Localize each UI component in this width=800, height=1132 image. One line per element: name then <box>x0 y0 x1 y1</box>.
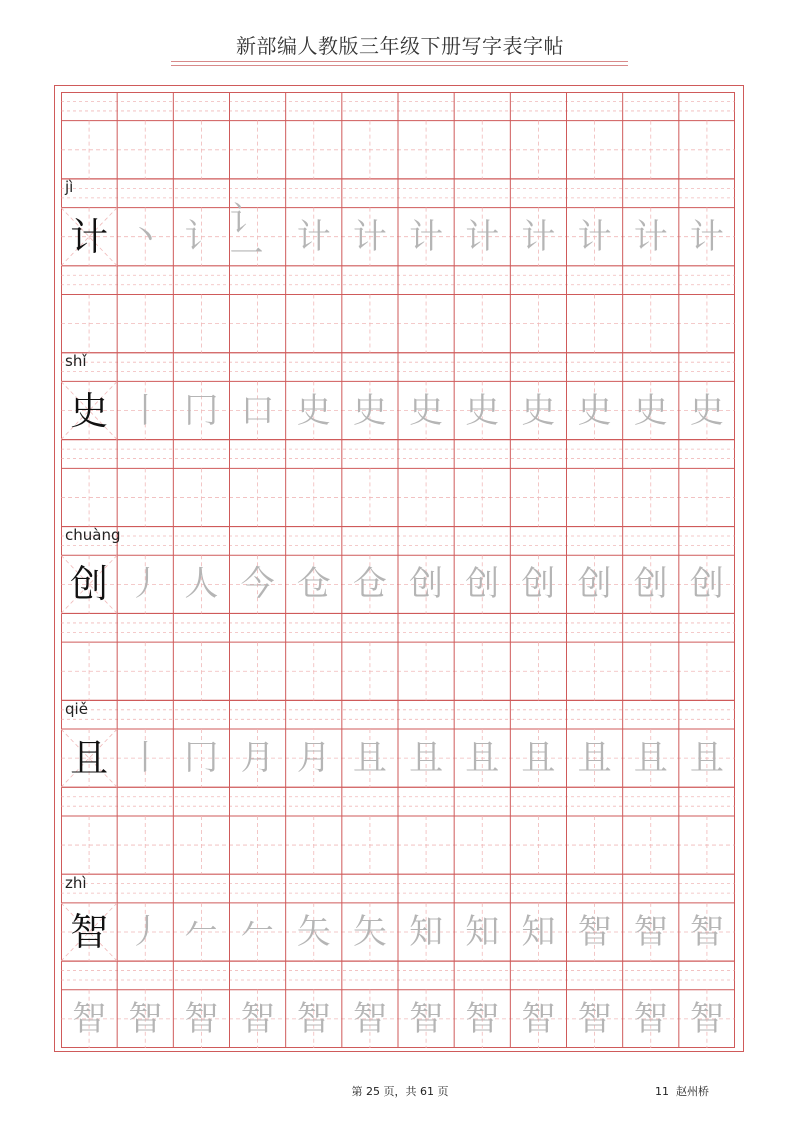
stroke-order-character: 人 <box>184 564 219 605</box>
stroke-order-character: 丶 <box>128 216 163 257</box>
stroke-order-character: 史 <box>296 390 331 431</box>
model-character: 创 <box>70 562 109 607</box>
stroke-order-character: 矢 <box>296 911 331 952</box>
pinyin-label: qiě <box>65 699 88 718</box>
stroke-order-character: 且 <box>409 738 444 779</box>
pinyin-label: shǐ <box>65 352 87 371</box>
model-character: 智 <box>70 909 109 954</box>
stroke-order-character: 计 <box>577 216 612 257</box>
stroke-order-character: 今 <box>240 564 275 605</box>
trace-character: 智 <box>128 998 163 1039</box>
stroke-order-character: 矢 <box>352 911 387 952</box>
stroke-order-character: 讠 <box>184 216 219 257</box>
trace-character: 智 <box>577 998 612 1039</box>
stroke-order-character: 智 <box>577 911 612 952</box>
stroke-order-character: 讠一 <box>229 199 264 274</box>
stroke-order-character: 仓 <box>296 564 331 605</box>
model-character: 史 <box>70 388 109 433</box>
lesson-label <box>655 1083 709 1099</box>
stroke-order-character: 知 <box>465 911 500 952</box>
pinyin-label: jì <box>65 178 74 197</box>
stroke-order-character: 史 <box>352 390 387 431</box>
stroke-order-character: 计 <box>465 216 500 257</box>
lesson-title: 赵州桥 <box>676 1085 709 1098</box>
trace-character: 智 <box>465 998 500 1039</box>
stroke-order-character: 丨 <box>128 390 163 431</box>
stroke-order-character: 计 <box>633 216 668 257</box>
stroke-order-character: 史 <box>689 390 724 431</box>
stroke-order-character: 且 <box>352 738 387 779</box>
pinyin-label: zhì <box>65 873 87 892</box>
pinyin-label: chuàng <box>65 525 121 544</box>
stroke-order-character: 知 <box>521 911 556 952</box>
model-character: 且 <box>70 736 109 781</box>
stroke-order-character: 丨 <box>128 738 163 779</box>
stroke-order-character: 创 <box>633 564 668 605</box>
stroke-order-character: 𠂉 <box>240 911 275 952</box>
model-character: 计 <box>70 214 109 259</box>
stroke-order-character: 且 <box>577 738 612 779</box>
stroke-order-character: 丿 <box>128 911 163 952</box>
stroke-order-character: 𠂉 <box>184 911 219 952</box>
stroke-order-character: 仓 <box>352 564 387 605</box>
stroke-order-character: 史 <box>409 390 444 431</box>
stroke-order-character: 知 <box>409 911 444 952</box>
stroke-order-character: 史 <box>521 390 556 431</box>
trace-character: 智 <box>521 998 556 1039</box>
stroke-order-character: 计 <box>296 216 331 257</box>
trace-character: 智 <box>689 998 724 1039</box>
stroke-order-character: 智 <box>633 911 668 952</box>
stroke-order-character: 冂 <box>184 390 219 431</box>
stroke-order-character: 且 <box>465 738 500 779</box>
stroke-order-character: 史 <box>577 390 612 431</box>
stroke-order-character: 创 <box>521 564 556 605</box>
trace-character: 智 <box>409 998 444 1039</box>
stroke-order-character: 计 <box>689 216 724 257</box>
trace-character: 智 <box>633 998 668 1039</box>
page-title: 新部编人教版三年级下册写字表字帖 <box>236 34 564 58</box>
trace-character: 智 <box>352 998 387 1039</box>
trace-character: 智 <box>296 998 331 1039</box>
stroke-order-character: 史 <box>633 390 668 431</box>
stroke-order-character: 创 <box>577 564 612 605</box>
trace-character: 智 <box>240 998 275 1039</box>
stroke-order-character: 丿 <box>128 564 163 605</box>
page-number: 第 25 页，共 61 页 <box>351 1085 449 1098</box>
stroke-order-character: 史 <box>465 390 500 431</box>
stroke-order-character: 创 <box>409 564 444 605</box>
page-current: 25 <box>366 1085 380 1098</box>
lesson-number: 11 <box>655 1085 669 1098</box>
stroke-order-character: 且 <box>521 738 556 779</box>
stroke-order-character: 创 <box>689 564 724 605</box>
stroke-order-character: 冂 <box>184 738 219 779</box>
stroke-order-character: 且 <box>689 738 724 779</box>
title-underline-bottom <box>171 65 628 66</box>
trace-character: 智 <box>72 998 107 1039</box>
stroke-order-character: 月 <box>240 738 275 779</box>
title-underline-top <box>171 61 628 62</box>
stroke-order-character: 计 <box>521 216 556 257</box>
stroke-order-character: 口 <box>240 390 275 431</box>
stroke-order-character: 创 <box>465 564 500 605</box>
trace-character: 智 <box>184 998 219 1039</box>
stroke-order-character: 月 <box>296 738 331 779</box>
stroke-order-character: 计 <box>352 216 387 257</box>
stroke-order-character: 智 <box>689 911 724 952</box>
stroke-order-character: 计 <box>409 216 444 257</box>
stroke-order-character: 且 <box>633 738 668 779</box>
page-total: 61 <box>420 1085 434 1098</box>
